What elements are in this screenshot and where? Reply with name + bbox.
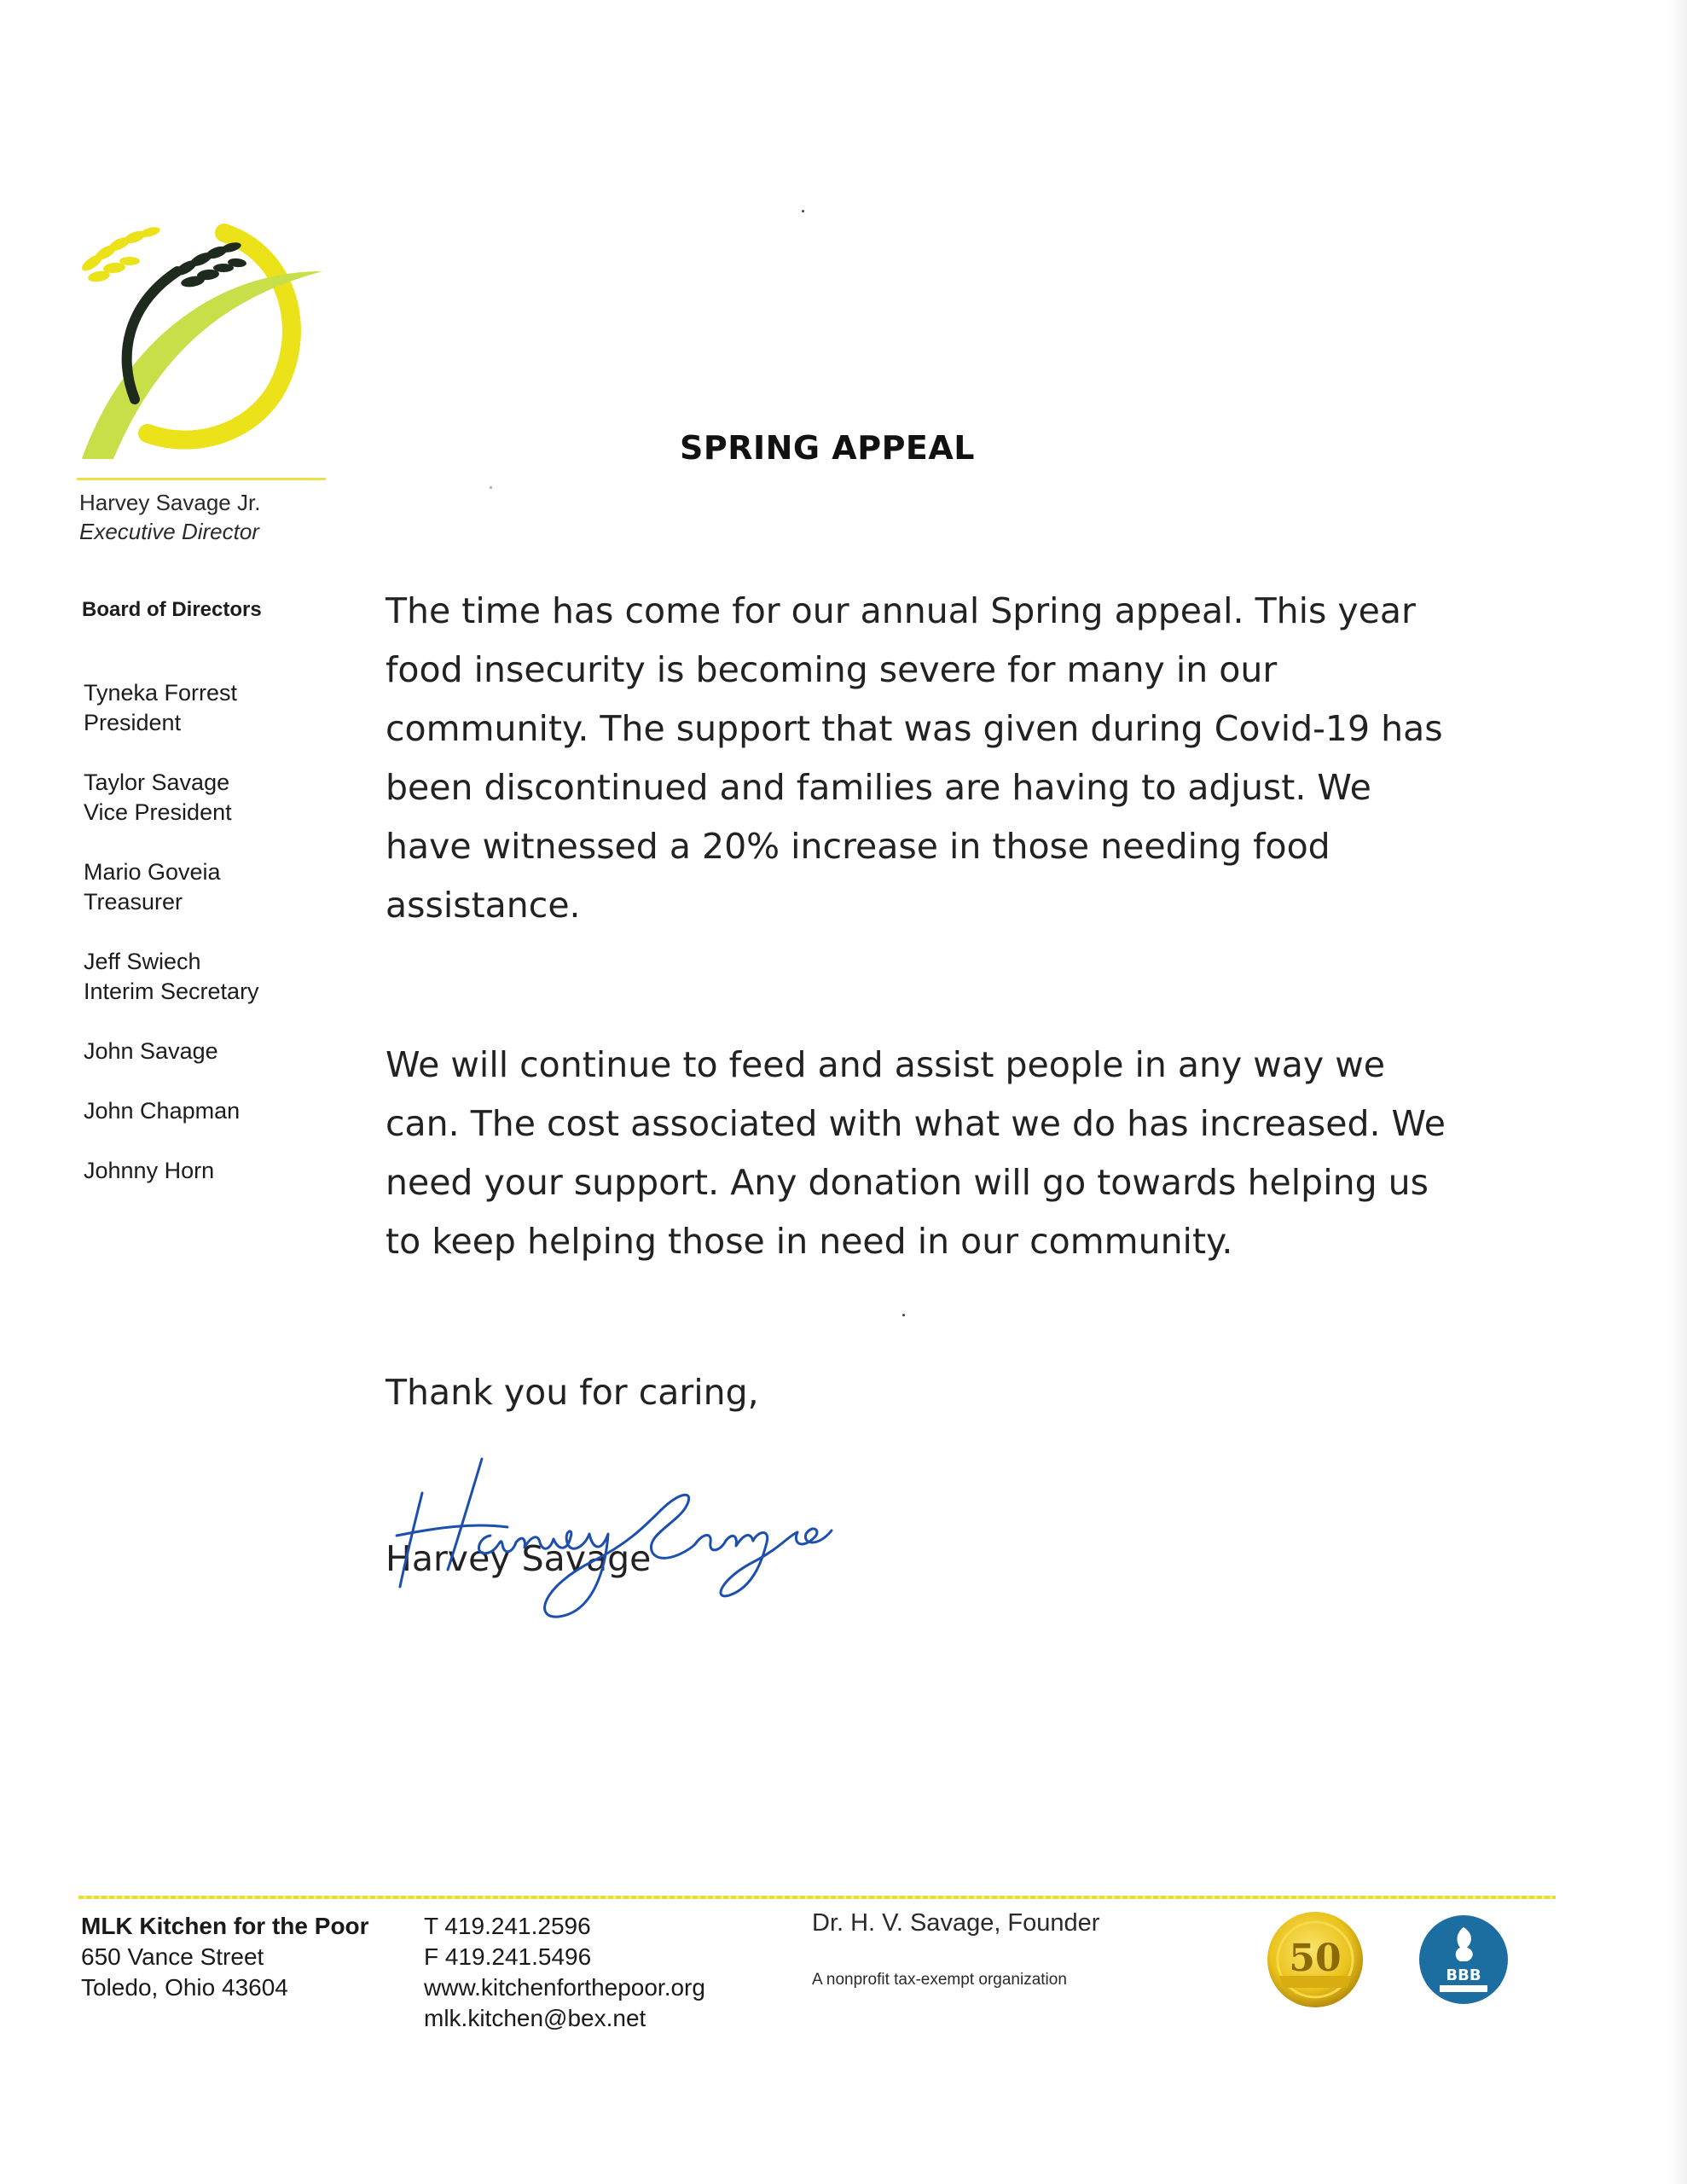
founder-text: Dr. H. V. Savage, Founder xyxy=(812,1909,1100,1937)
scan-speck xyxy=(490,486,492,489)
board-member xyxy=(84,1037,259,1066)
scan-speck xyxy=(902,1314,905,1316)
member-name: Taylor Savage xyxy=(84,770,230,795)
paragraph-line: have witnessed a 20% increase in those needing food xyxy=(386,826,1330,867)
nonprofit-text: A nonprofit tax-exempt organization xyxy=(812,1971,1067,1989)
email-link[interactable]: mlk.kitchen@bex.net xyxy=(424,2005,646,2031)
member-name: Mario Goveia xyxy=(84,859,221,885)
executive-role: Executive Director xyxy=(79,519,259,544)
member-name: John Chapman xyxy=(84,1098,241,1124)
paragraph-line: need your support. Any donation will go towards helping us xyxy=(386,1162,1429,1203)
board-member xyxy=(84,678,259,738)
fax-number: F 419.241.5496 xyxy=(424,1943,592,1970)
board-list xyxy=(84,678,259,1186)
phone-number: T 419.241.2596 xyxy=(424,1913,591,1939)
footer-divider xyxy=(78,1896,1556,1899)
website-link[interactable]: www.kitchenforthepoor.org xyxy=(424,1974,705,2001)
executive-block xyxy=(79,488,260,546)
closing-line: Thank you for caring, xyxy=(386,1372,759,1413)
scan-speck xyxy=(802,210,804,212)
member-role: Interim Secretary xyxy=(84,979,259,1004)
member-role: Vice President xyxy=(84,799,232,825)
footer-contact xyxy=(424,1911,705,2034)
paragraph-2 xyxy=(386,1036,1494,1271)
paragraph-line: can. The cost associated with what we do has increased. We xyxy=(386,1103,1446,1144)
paragraph-1 xyxy=(386,582,1494,935)
board-member xyxy=(84,1096,259,1126)
paragraph-line: We will continue to feed and assist people in any way we xyxy=(386,1044,1385,1085)
page-edge-shadow xyxy=(1668,0,1687,2184)
paragraph-line: to keep helping those in need in our community. xyxy=(386,1221,1233,1262)
anniversary-seal-icon xyxy=(1261,1909,1370,2010)
member-name: Tyneka Forrest xyxy=(84,680,238,706)
member-name: John Savage xyxy=(84,1038,218,1064)
paragraph-line: food insecurity is becoming severe for many in our xyxy=(386,649,1278,690)
board-title: Board of Directors xyxy=(82,598,262,621)
member-role: Treasurer xyxy=(84,889,183,915)
bbb-label: BBB xyxy=(1446,1966,1481,1984)
member-name: Johnny Horn xyxy=(84,1158,215,1183)
handwritten-signature xyxy=(388,1442,849,1621)
board-member xyxy=(84,857,259,917)
executive-name: Harvey Savage Jr. xyxy=(79,490,261,515)
footer-address xyxy=(81,1911,369,2003)
member-role: President xyxy=(84,710,182,735)
org-name: MLK Kitchen for the Poor xyxy=(81,1913,369,1939)
paragraph-line: community. The support that was given during Covid-19 has xyxy=(386,708,1443,749)
signer-name: Harvey Savage xyxy=(386,1538,652,1579)
paragraph-line: been discontinued and families are having to adjust. We xyxy=(386,767,1371,808)
board-member xyxy=(84,1156,259,1186)
letter-title: SPRING APPEAL xyxy=(679,429,976,467)
logo-divider xyxy=(77,478,326,480)
seal-number: 50 xyxy=(1289,1937,1342,1980)
board-member xyxy=(84,768,259,828)
board-member xyxy=(84,947,259,1007)
member-name: Jeff Swiech xyxy=(84,949,201,974)
wheat-logo xyxy=(67,203,339,468)
bbb-badge-icon xyxy=(1417,1914,1510,2006)
street-address: 650 Vance Street xyxy=(81,1943,264,1970)
city-address: Toledo, Ohio 43604 xyxy=(81,1974,288,2001)
paragraph-line: The time has come for our annual Spring appeal. This year xyxy=(386,590,1416,631)
paragraph-line: assistance. xyxy=(386,885,581,926)
